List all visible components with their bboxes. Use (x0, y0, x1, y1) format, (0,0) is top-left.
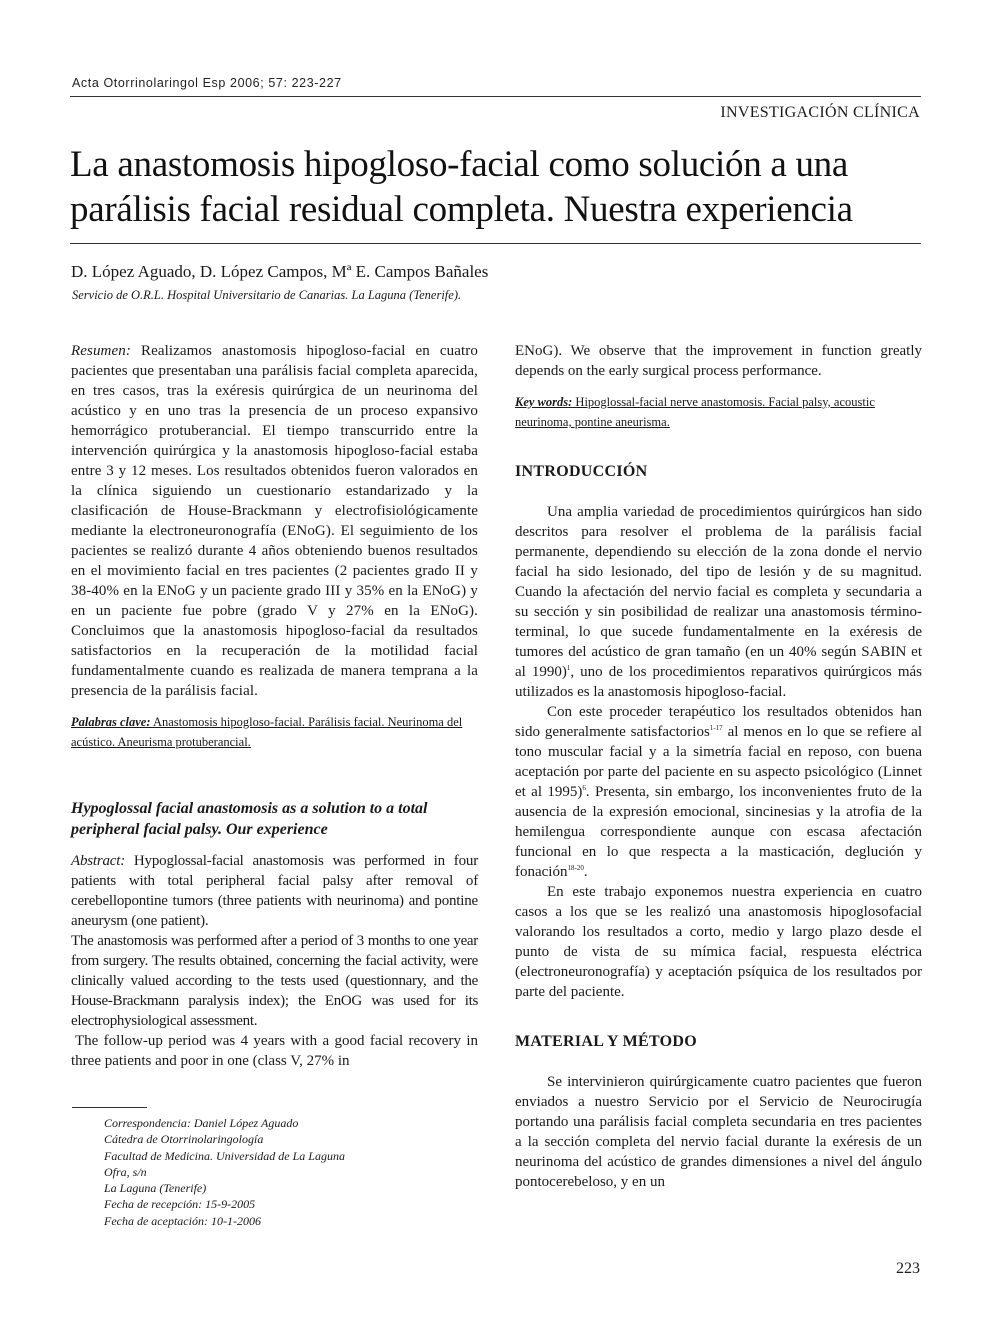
resumen (71, 341, 478, 701)
resumen-label: Resumen: (71, 343, 131, 359)
intro-p2-text-d: . (583, 864, 588, 880)
english-title: Hypoglossal facial anastomosis as a solution to a total peripheral facial palsy. Our experience (71, 800, 428, 838)
footnote-line: Facultad de Medicina. Universidad de La Laguna (104, 1148, 345, 1163)
page-number: 223 (896, 1260, 920, 1277)
key-words-label: Key words: (515, 395, 573, 409)
correspondence-footnote (104, 1115, 345, 1229)
affiliation: Servicio de O.R.L. Hospital Universitario de Canarias. La Laguna (Tenerife). (72, 288, 462, 302)
citation-superscript: 1-17 (709, 724, 723, 732)
intro-heading: INTRODUCCIÓN (515, 463, 648, 480)
right-column (515, 341, 922, 1192)
metodo-heading: MATERIAL Y MÉTODO (515, 1033, 698, 1050)
journal-citation: Acta Otorrinolaringol Esp 2006; 57: 223-227 (72, 76, 342, 90)
metodo-paragraph-1: Se intervinieron quirúrgicamente cuatro pacientes que fueron enviados a nuestro Servicio por el Servicio de Neurocirugía portando una parálisis facial completa secundaria en tres pacientes a la sección completa del nervio facial durante la exéresis de un neurinoma del acústico de grandes dimensiones a nivel del ángulo pontocerebeloso, y en un (515, 1074, 922, 1190)
resumen-text: Realizamos anastomosis hipogloso-facial en cuatro pacientes que presentaban una parálisis facial completa aparecida, en tres casos, tras la exéresis quirúrgica de un neurinoma del acústico y en uno tras la presencia de un proceso expansivo hemorrágico protuberancial. El tiempo transcurrido entre la intervención quirúrgica y la anastomosis hipogloso-facial estaba entre 3 y 12 meses. Los resultados obtenidos fueron valorados en la clínica siguiendo un cuestionario estandarizado y la clasificación de House-Brackmann y electrofisiológicamente mediante la electroneuronografía (ENoG). El seguimiento de los pacientes se realizó durante 4 años obteniendo buenos resultados en el movimiento facial en tres pacientes (2 pacientes grado II y 38-40% en la ENoG y un paciente grado III y 35% en la ENoG) y en un paciente fue pobre (grado V y 27% en la ENoG). Concluimos que la anastomosis hipogloso-facial da resultados satisfactorios en la recuperación de la motilidad facial fundamentalmente cuando es realizada de manera temprana a la presencia de la parálisis facial. (71, 343, 478, 699)
authors: D. López Aguado, D. López Campos, Mª E. Campos Bañales (71, 262, 489, 281)
header-rule (70, 96, 921, 97)
key-words (515, 392, 922, 432)
palabras-clave (71, 712, 478, 752)
palabras-clave-label: Palabras clave: (71, 715, 151, 729)
intro-p1-text-b: , uno de los procedimientos reparativos quirúrgicos más utilizados es la anastomosis hipogloso-facial. (515, 664, 922, 700)
abstract-text-1: Hypoglossal-facial anastomosis was performed in four patients with total peripheral facial palsy after removal of cerebellopontine tumors (three patients with neurinoma) and pontine aneurysm (one patient). (71, 853, 478, 929)
english-abstract-p2: The anastomosis was performed after a period of 3 months to one year from surgery. The results obtained, concerning the facial activity, were clinically valued according to the tests used (questionnary, and the House-Brackmann paralysis index); the EnOG was used for its electrophysiological assessment. (71, 933, 478, 1029)
footnote-line: Cátedra de Otorrinolaringología (104, 1132, 264, 1147)
footnote-line: La Laguna (Tenerife) (104, 1181, 207, 1196)
english-abstract-p3: The follow-up period was 4 years with a good facial recovery in three patients and poor in one (class V, 27% in (71, 1033, 478, 1069)
left-column (71, 341, 478, 1071)
intro-paragraph-3: En este trabajo exponemos nuestra experiencia en cuatro casos a los que se les realizó una anastomosis hipoglosofacial valorando los resultados a corto, medio y largo plazo desde el punto de vista de su mímica facial, respuesta eléctrica (electroneuronografía) y aceptación psíquica de los resultados por parte del paciente. (515, 884, 922, 1000)
footnote-line: Fecha de aceptación: 10-1-2006 (104, 1213, 261, 1228)
intro-paragraph-1 (515, 502, 922, 702)
footnote-rule (72, 1107, 147, 1108)
section-label: INVESTIGACIÓN CLÍNICA (720, 104, 920, 121)
intro-p2-text-a: Con este proceder terapéutico los resultados obtenidos han sido generalmente satisfactorios (515, 704, 922, 740)
citation-superscript: 6 (582, 784, 586, 792)
title-rule (70, 243, 921, 244)
palabras-clave-text: Anastomosis hipogloso-facial. Parálisis facial. Neurinoma del acústico. Aneurisma protuberancial. (71, 715, 463, 749)
intro-p2-text-c: . Presenta, sin embargo, los inconvenientes fruto de la ausencia de la expresión emocional, sincinesias y la atrofia de la hemilengua correspondiente aunque con escasa afectación funcional en lo que respecta a la masticación, deglución y fonación (515, 784, 922, 880)
footnote-line: Ofra, s/n (104, 1164, 147, 1179)
citation-superscript: 1 (566, 664, 571, 672)
intro-p1-text-a: Una amplia variedad de procedimientos quirúrgicos han sido descritos para resolver el problema de la parálisis facial permanente, dependiendo su elección de la zona donde el nervio facial ha sido lesionado, del tipo de lesión y de su magnitud. Cuando la afectación del nervio facial es completa y secundaria a su sección y sin posibilidad de realizar una anastomosis término-terminal, lo que sucede fundamentalmente en la exéresis de tumores del acústico de gran tamaño (en un 40% según SABIN et al 1990) (515, 504, 922, 680)
intro-p2-text-b: al menos en lo que se refiere al tono muscular facial y a la simetría facial en reposo, con buena aceptación por parte del paciente en su aspecto psicológico (Linnet et al 1995) (515, 724, 922, 800)
intro-paragraph-2 (515, 702, 922, 882)
article-title: La anastomosis hipogloso-facial como solución a una parálisis facial residual completa. Nuestra experiencia (70, 144, 853, 230)
abstract-label: Abstract: (71, 853, 126, 869)
english-abstract-continued: ENoG). We observe that the improvement in function greatly depends on the early surgical process performance. (515, 343, 922, 379)
footnote-line: Fecha de recepción: 15-9-2005 (104, 1197, 256, 1212)
english-abstract-p1 (71, 851, 478, 931)
footnote-line: Correspondencia: Daniel López Aguado (104, 1116, 299, 1130)
key-words-text: Hipoglossal-facial nerve anastomosis. Facial palsy, acoustic neurinoma, pontine aneurisma. (515, 395, 875, 429)
citation-superscript: 18-20 (567, 864, 584, 872)
